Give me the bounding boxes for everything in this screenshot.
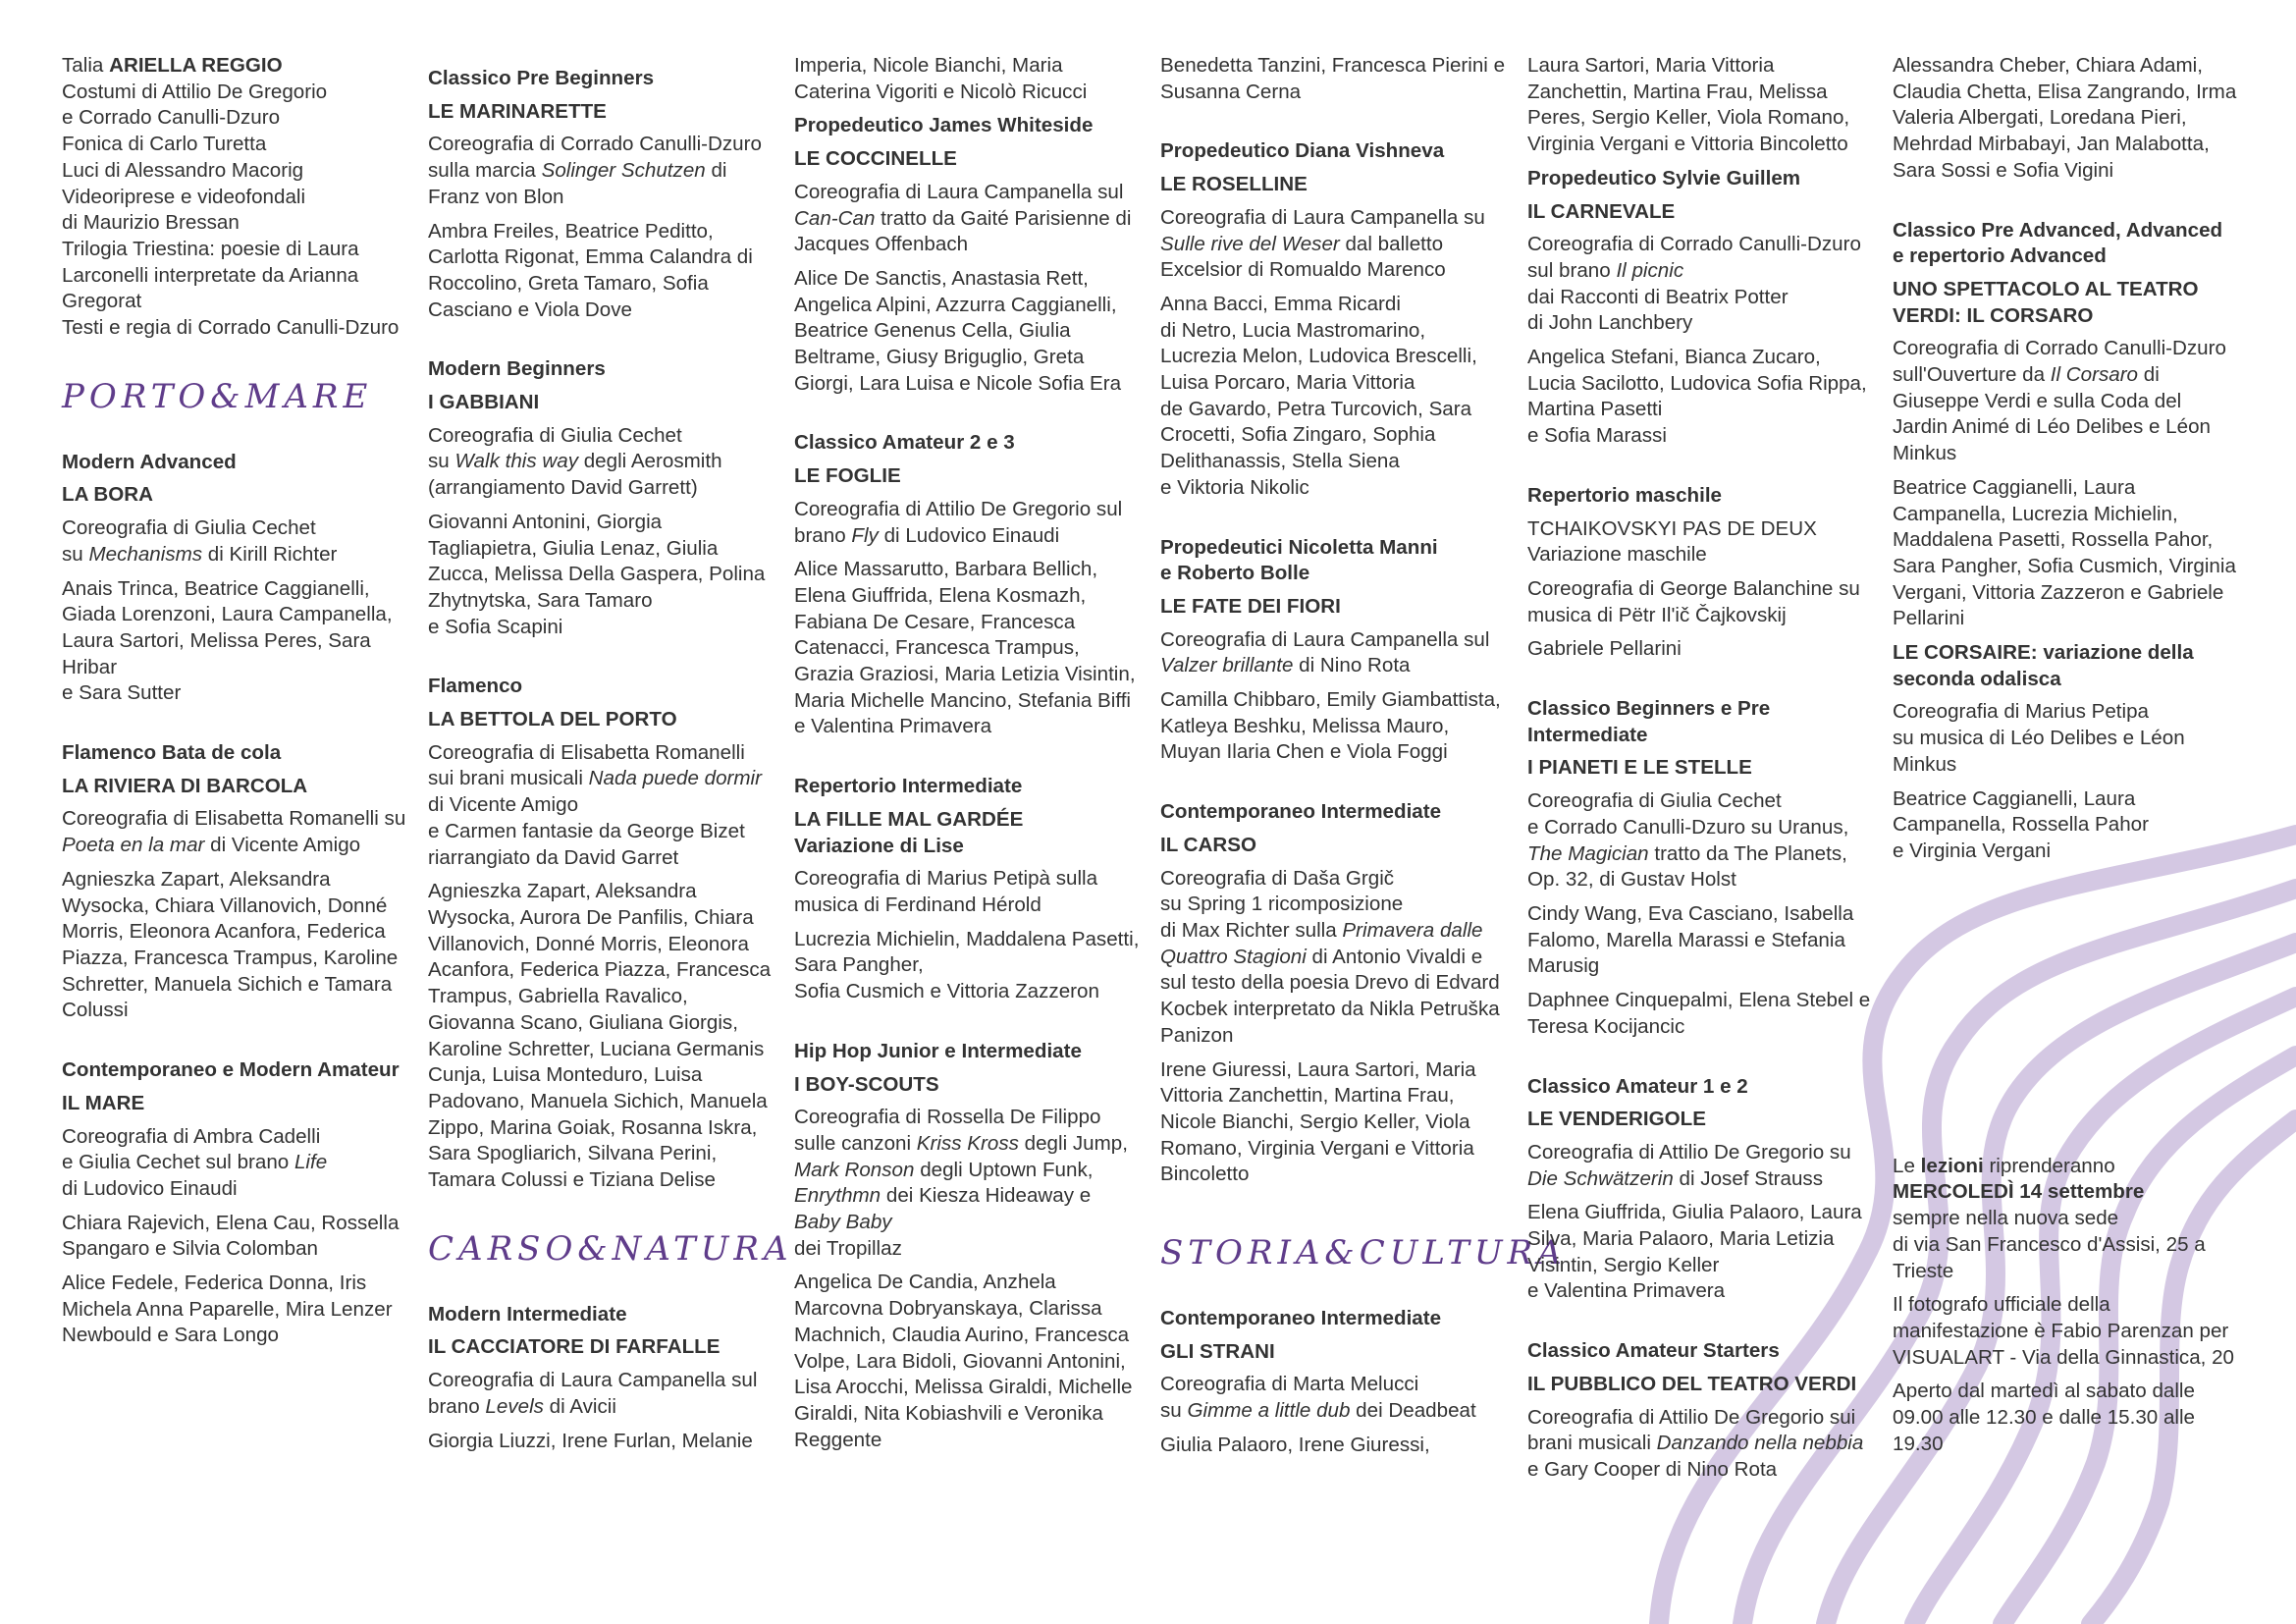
text-block: Coreografia di Corrado Canulli-Dzuro sulla marcia Solinger Schutzen di Franz von Blon: [428, 133, 762, 208]
text-block: Benedetta Tanzini, Francesca Pierini e Susanna Cerna: [1160, 54, 1506, 103]
category-heading: Propedeutico James Whiteside: [794, 114, 1094, 137]
text-block: Coreografia di Attilio De Gregorio sui brani musicali Danzando nella nebbia e Gary Cooper di Nino Rota: [1527, 1405, 1864, 1481]
category-heading: Repertorio maschile: [1527, 483, 1722, 507]
piece-title: LA FILLE MAL GARDÉE Variazione di Lise: [794, 807, 1024, 857]
text-block: Agnieszka Zapart, Aleksandra Wysocka, Aurora De Panfilis, Chiara Villanovich, Donné Morris, Eleonora Acanfora, Federica Piazza, Francesca Trampus, Gabriella Ravalico, Giovanna Scano, Giuliana Giorgis, Karoline Schretter, Luciana Germanis Cunja, Luisa Monteduro, Luisa Padovano, Manuela Sichich, Manuela Zippo, Marina Goiak, Rosanna Iskra, Sara Spogliarich, Silvana Perini, Tamara Colussi e Tiziana Delise: [428, 880, 772, 1192]
category-heading: Propedeutico Sylvie Guillem: [1527, 166, 1801, 189]
text-block: Coreografia di Laura Campanella sul Valzer brillante di Nino Rota: [1160, 627, 1490, 677]
category-heading: Propedeutici Nicoletta Manni e Roberto Bolle: [1160, 535, 1438, 585]
text-block: Coreografia di Marius Petipa su musica di Léo Delibes e Léon Minkus: [1893, 700, 2185, 776]
piece-title: I PIANETI E LE STELLE: [1527, 756, 1752, 780]
category-heading: Modern Intermediate: [428, 1302, 627, 1326]
category-heading: Classico Pre Beginners: [428, 67, 655, 89]
section-title: STORIA&CULTURA: [1160, 1233, 1567, 1273]
text-block: Elena Giuffrida, Giulia Palaoro, Laura Silva, Maria Palaoro, Maria Letizia Visintin, Sergio Keller e Valentina Primavera: [1527, 1201, 1862, 1303]
text-block: Coreografia di Daša Grgič su Spring 1 ricomposizione di Max Richter sulla Primavera dalle Quattro Stagioni di Antonio Vivaldi e sul testo della poesia Drevo di Edvard Kocbek interpretato da Nikla Petruška Panizon: [1160, 866, 1500, 1047]
column-2: [428, 66, 793, 1462]
piece-title: LA BORA: [62, 483, 154, 507]
text-block: Coreografia di Laura Campanella sul Can-Can tratto da Gaité Parisienne di Jacques Offenbach: [794, 180, 1132, 256]
text-block: Alice Fedele, Federica Donna, Iris Michela Anna Paparelle, Mira Lenzer Newbould e Sara Longo: [62, 1272, 393, 1347]
piece-title: LE FOGLIE: [794, 464, 901, 488]
text-block: Coreografia di Laura Campanella sul brano Levels di Avicii: [428, 1369, 758, 1418]
category-heading: Flamenco: [428, 675, 523, 698]
text-block: Coreografia di Corrado Canulli-Dzuro sull'Ouverture da Il Corsaro di Giuseppe Verdi e sulla Coda del Jardin Animé di Léo Delibes e Léon Minkus: [1893, 337, 2226, 465]
text-block: Le lezioni riprenderanno MERCOLEDÌ 14 settembre sempre nella nuova sede di via San Francesco d'Assisi, 25 a Trieste: [1893, 1154, 2206, 1282]
text-block: Giorgia Liuzzi, Irene Furlan, Melanie: [428, 1429, 753, 1452]
piece-title: IL MARE: [62, 1091, 145, 1114]
text-block: TCHAIKOVSKYI PAS DE DEUX Variazione maschile: [1527, 516, 1817, 567]
section-title: PORTO&MARE: [62, 376, 373, 416]
text-block: Coreografia di Elisabetta Romanelli sui brani musicali Nada puede dormir di Vicente Amigo e Carmen fantasie da George Bizet riarrangiato da David Garret: [428, 740, 762, 869]
text-block: Chiara Rajevich, Elena Cau, Rossella Spangaro e Silvia Colomban: [62, 1211, 400, 1261]
text-block: Coreografia di George Balanchine su musica di Pëtr Il'ič Čajkovskij: [1527, 576, 1860, 626]
piece-title: IL PUBBLICO DEL TEATRO VERDI: [1527, 1372, 1857, 1395]
text-block: Anna Bacci, Emma Ricardi di Netro, Lucia Mastromarino, Lucrezia Melon, Ludovica Brescelli, Luisa Porcaro, Maria Vittoria de Gavardo, Petra Turcovich, Sara Crocetti, Sofia Zingaro, Sophia Delithanassis, Stella Siena e Viktoria Nikolic: [1160, 292, 1477, 499]
text-block: Coreografia di Marta Melucci su Gimme a little dub dei Deadbeat: [1160, 1373, 1476, 1423]
column-5: [1527, 53, 1873, 1491]
piece-title: LE CORSAIRE: variazione della seconda odalisca: [1893, 641, 2194, 690]
text-block: Giulia Palaoro, Irene Giuressi,: [1160, 1433, 1430, 1456]
text-block: Coreografia di Laura Campanella su Sulle rive del Weser dal balletto Excelsior di Romualdo Marenco: [1160, 205, 1485, 282]
category-heading: Contemporaneo Intermediate: [1160, 800, 1442, 824]
column-6: [1893, 53, 2238, 1465]
text-block: Coreografia di Giulia Cechet su Mechanisms di Kirill Richter: [62, 516, 338, 566]
text-block: Alessandra Cheber, Chiara Adami, Claudia Chetta, Elisa Zangrando, Irma Valeria Albergati, Loredana Pieri, Mehrdad Mirbabayi, Jan Malabotta, Sara Sossi e Sofia Vigini: [1893, 54, 2237, 182]
text-block: Laura Sartori, Maria Vittoria Zanchettin, Martina Frau, Melissa Peres, Sergio Keller, Viola Romano, Virginia Vergani e Vittoria Bincoletto: [1527, 54, 1850, 156]
category-heading: Modern Beginners: [428, 357, 606, 381]
piece-title: LE ROSELLINE: [1160, 173, 1308, 196]
text-block: Coreografia di Corrado Canulli-Dzuro sul brano Il picnic dai Racconti di Beatrix Potter di John Lanchbery: [1527, 233, 1861, 335]
category-heading: Contemporaneo e Modern Amateur: [62, 1058, 400, 1082]
piece-title: IL CACCIATORE DI FARFALLE: [428, 1335, 721, 1359]
text-block: Beatrice Caggianelli, Laura Campanella, Rossella Pahor e Virginia Vergani: [1893, 786, 2149, 862]
text-block: Lucrezia Michielin, Maddalena Pasetti, Sara Pangher, Sofia Cusmich e Vittoria Zazzeron: [794, 927, 1140, 1003]
text-block: Il fotografo ufficiale della manifestazione è Fabio Parenzan per VISUALART - Via della Ginnastica, 20: [1893, 1293, 2234, 1369]
text-block: Agnieszka Zapart, Aleksandra Wysocka, Chiara Villanovich, Donné Morris, Eleonora Acanfora, Federica Piazza, Francesca Trampus, Karoline Schretter, Manuela Sichich e Tamara Colussi: [62, 867, 399, 1022]
text-block: Alice De Sanctis, Anastasia Rett, Angelica Alpini, Azzurra Caggianelli, Beatrice Genenus Cella, Giulia Beltrame, Giusy Briguglio, Greta Giorgi, Lara Luisa e Nicole Sofia Era: [794, 266, 1122, 395]
category-heading: Propedeutico Diana Vishneva: [1160, 139, 1445, 163]
category-heading: Flamenco Bata de cola: [62, 741, 282, 765]
category-heading: Classico Pre Advanced, Advanced e repertorio Advanced: [1893, 218, 2223, 268]
text-block: Anais Trinca, Beatrice Caggianelli, Giada Lorenzoni, Laura Campanella, Laura Sartori, Melissa Peres, Sara Hribar e Sara Sutter: [62, 576, 393, 705]
text-block: Camilla Chibbaro, Emily Giambattista, Katleya Beshku, Melissa Mauro, Muyan Ilaria Chen e Viola Foggi: [1160, 688, 1501, 764]
text-block: Coreografia di Marius Petipà sulla musica di Ferdinand Hérold: [794, 867, 1098, 916]
category-heading: Classico Amateur Starters: [1527, 1339, 1780, 1363]
column-1: [62, 53, 407, 1357]
piece-title: GLI STRANI: [1160, 1339, 1275, 1363]
piece-title: LA RIVIERA DI BARCOLA: [62, 774, 308, 797]
text-block: Coreografia di Attilio De Gregorio su Die Schwätzerin di Josef Strauss: [1527, 1140, 1851, 1190]
text-block: Coreografia di Rossella De Filippo sulle canzoni Kriss Kross degli Jump, Mark Ronson degli Uptown Funk, Enrythmn dei Kiesza Hideaway e Baby Baby dei Tropillaz: [794, 1106, 1128, 1260]
text-block: Giovanni Antonini, Giorgia Tagliapietra, Giulia Lenaz, Giulia Zucca, Melissa Della Gaspera, Polina Zhytnytska, Sara Tamaro e Sofia Scapini: [428, 510, 766, 638]
section-title: CARSO&NATURA: [428, 1228, 793, 1269]
text-block: Gabriele Pellarini: [1527, 637, 1682, 661]
category-heading: Classico Beginners e Pre Intermediate: [1527, 697, 1771, 746]
piece-title: LA BETTOLA DEL PORTO: [428, 708, 677, 731]
text-block: Coreografia di Ambra Cadelli e Giulia Cechet sul brano Life di Ludovico Einaudi: [62, 1124, 328, 1200]
text-block: Angelica Stefani, Bianca Zucaro, Lucia Sacilotto, Ludovica Sofia Rippa, Martina Pasetti e Sofia Marassi: [1527, 346, 1867, 448]
piece-title: LE MARINARETTE: [428, 99, 607, 123]
text-block: Daphnee Cinquepalmi, Elena Stebel e Teresa Kocijancic: [1527, 989, 1871, 1038]
spacer: [1893, 873, 2238, 1154]
category-heading: Contemporaneo Intermediate: [1160, 1307, 1442, 1330]
piece-title: IL CARSO: [1160, 833, 1257, 856]
piece-title: LE COCCINELLE: [794, 147, 957, 171]
category-heading: Classico Amateur 1 e 2: [1527, 1074, 1748, 1098]
category-heading: Hip Hop Junior e Intermediate: [794, 1039, 1082, 1062]
category-heading: Classico Amateur 2 e 3: [794, 431, 1015, 455]
text-block: Ambra Freiles, Beatrice Peditto, Carlotta Rigonat, Emma Calandra di Roccolino, Greta Tamaro, Sofia Casciano e Viola Dove: [428, 219, 753, 321]
text-block: Coreografia di Giulia Cechet su Walk this way degli Aerosmith (arrangiamento David Garrett): [428, 423, 722, 500]
category-heading: Repertorio Intermediate: [794, 775, 1023, 798]
text-block: Angelica De Candia, Anzhela Marcovna Dobryanskaya, Clarissa Machnich, Claudia Aurino, Francesca Volpe, Lara Bidoli, Giovanni Antonini, Lisa Arocchi, Melissa Giraldi, Michelle Giraldi, Nita Kobiashvili e Veronika Reggente: [794, 1271, 1133, 1451]
piece-title: IL CARNEVALE: [1527, 199, 1676, 223]
text-block: Alice Massarutto, Barbara Bellich, Elena Giuffrida, Elena Kosmazh, Fabiana De Cesare, Francesca Catenacci, Francesca Trampus, Grazia Graziosi, Maria Letizia Visintin, Maria Michelle Mancino, Stefania Biffi e Valentina Primavera: [794, 558, 1136, 738]
text-block: Cindy Wang, Eva Casciano, Isabella Falomo, Marella Marassi e Stefania Marusig: [1527, 901, 1854, 978]
text-block: Irene Giuressi, Laura Sartori, Maria Vittoria Zanchettin, Martina Frau, Nicole Bianchi, Sergio Keller, Viola Romano, Virginia Vergani e Vittoria Bincoletto: [1160, 1057, 1476, 1186]
text-block: Coreografia di Elisabetta Romanelli su Poeta en la mar di Vicente Amigo: [62, 807, 406, 857]
text-block: Coreografia di Giulia Cechet e Corrado Canulli-Dzuro su Uranus, The Magician tratto da The Planets, Op. 32, di Gustav Holst: [1527, 789, 1849, 892]
piece-title: I BOY-SCOUTS: [794, 1072, 939, 1096]
text-block: Aperto dal martedì al sabato dalle 09.00 alle 12.30 e dalle 15.30 alle 19.30: [1893, 1380, 2196, 1455]
piece-title: UNO SPETTACOLO AL TEATRO VERDI: IL CORSARO: [1893, 277, 2199, 327]
piece-title: LE FATE DEI FIORI: [1160, 594, 1341, 618]
piece-title: I GABBIANI: [428, 391, 540, 414]
text-block: Imperia, Nicole Bianchi, Maria Caterina Vigoriti e Nicolò Ricucci: [794, 54, 1088, 103]
column-3: [794, 53, 1140, 1461]
text-block: Coreografia di Attilio De Gregorio sul brano Fly di Ludovico Einaudi: [794, 497, 1123, 547]
piece-title: LE VENDERIGOLE: [1527, 1108, 1706, 1131]
text-block: Talia ARIELLA REGGIO Costumi di Attilio De Gregorio e Corrado Canulli-Dzuro Fonica di Carlo Turetta Luci di Alessandro Macorig Videoriprese e videofondali di Maurizio Bressan Trilogia Triestina: poesie di Laura Larconelli interpretate da Arianna Gregorat Testi e regia di Corrado Canulli-Dzuro: [62, 54, 400, 340]
column-4: [1160, 53, 1567, 1467]
category-heading: Modern Advanced: [62, 450, 237, 473]
text-block: Beatrice Caggianelli, Laura Campanella, Lucrezia Michielin, Maddalena Pasetti, Rossella Pahor, Sara Pangher, Sofia Cusmich, Virginia Vergani, Vittoria Zazzeron e Gabriele Pellarini: [1893, 475, 2236, 630]
